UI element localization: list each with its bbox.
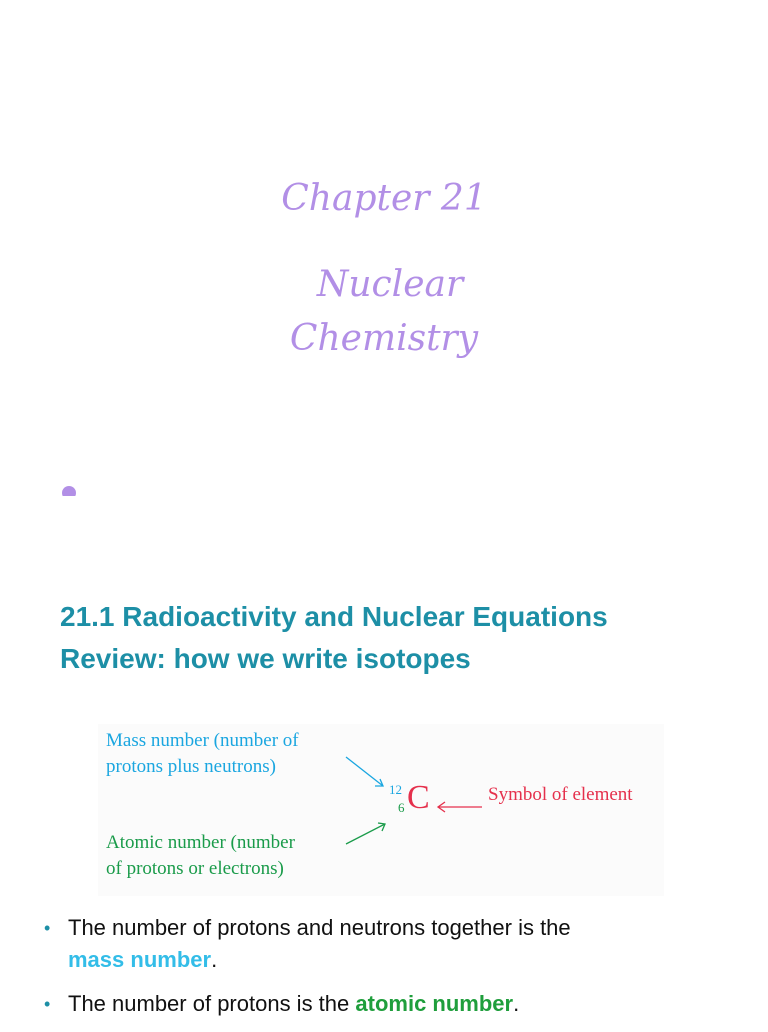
bullet-atomic-number: • The number of protons is the atomic number. bbox=[44, 988, 744, 1020]
isotope-element-symbol: C bbox=[407, 779, 430, 816]
title-line-1: Nuclear bbox=[316, 264, 464, 305]
slide-heading bbox=[60, 596, 760, 680]
isotope-atomic-number: 6 bbox=[398, 800, 405, 815]
content-slide bbox=[0, 512, 768, 1024]
bullet-dot-icon: • bbox=[44, 918, 51, 938]
title-line-2: Chemistry bbox=[289, 318, 479, 359]
heading-line-2: Review: how we write isotopes bbox=[60, 643, 471, 674]
atomic-number-term: atomic number bbox=[355, 991, 514, 1016]
title-slide bbox=[0, 0, 768, 512]
chapter-title: Chapter 21 bbox=[281, 178, 487, 219]
mass-number-term: mass number bbox=[68, 947, 212, 972]
bullet-dot-icon: • bbox=[44, 994, 51, 1014]
bullet-mass-number: • The number of protons and neutrons together is the mass number. bbox=[44, 912, 744, 976]
mass-number-label: Mass number (number of protons plus neutrons) bbox=[106, 730, 299, 777]
isotope-notation-diagram bbox=[98, 724, 664, 896]
clipped-bullet-icon bbox=[62, 486, 80, 496]
atomic-number-label: Atomic number (number of protons or electrons) bbox=[106, 832, 295, 879]
bullet-list bbox=[44, 912, 744, 1032]
symbol-of-element-label: Symbol of element bbox=[488, 784, 633, 805]
isotope-mass-number: 12 bbox=[389, 782, 402, 797]
heading-line-1: 21.1 Radioactivity and Nuclear Equations bbox=[60, 601, 608, 632]
